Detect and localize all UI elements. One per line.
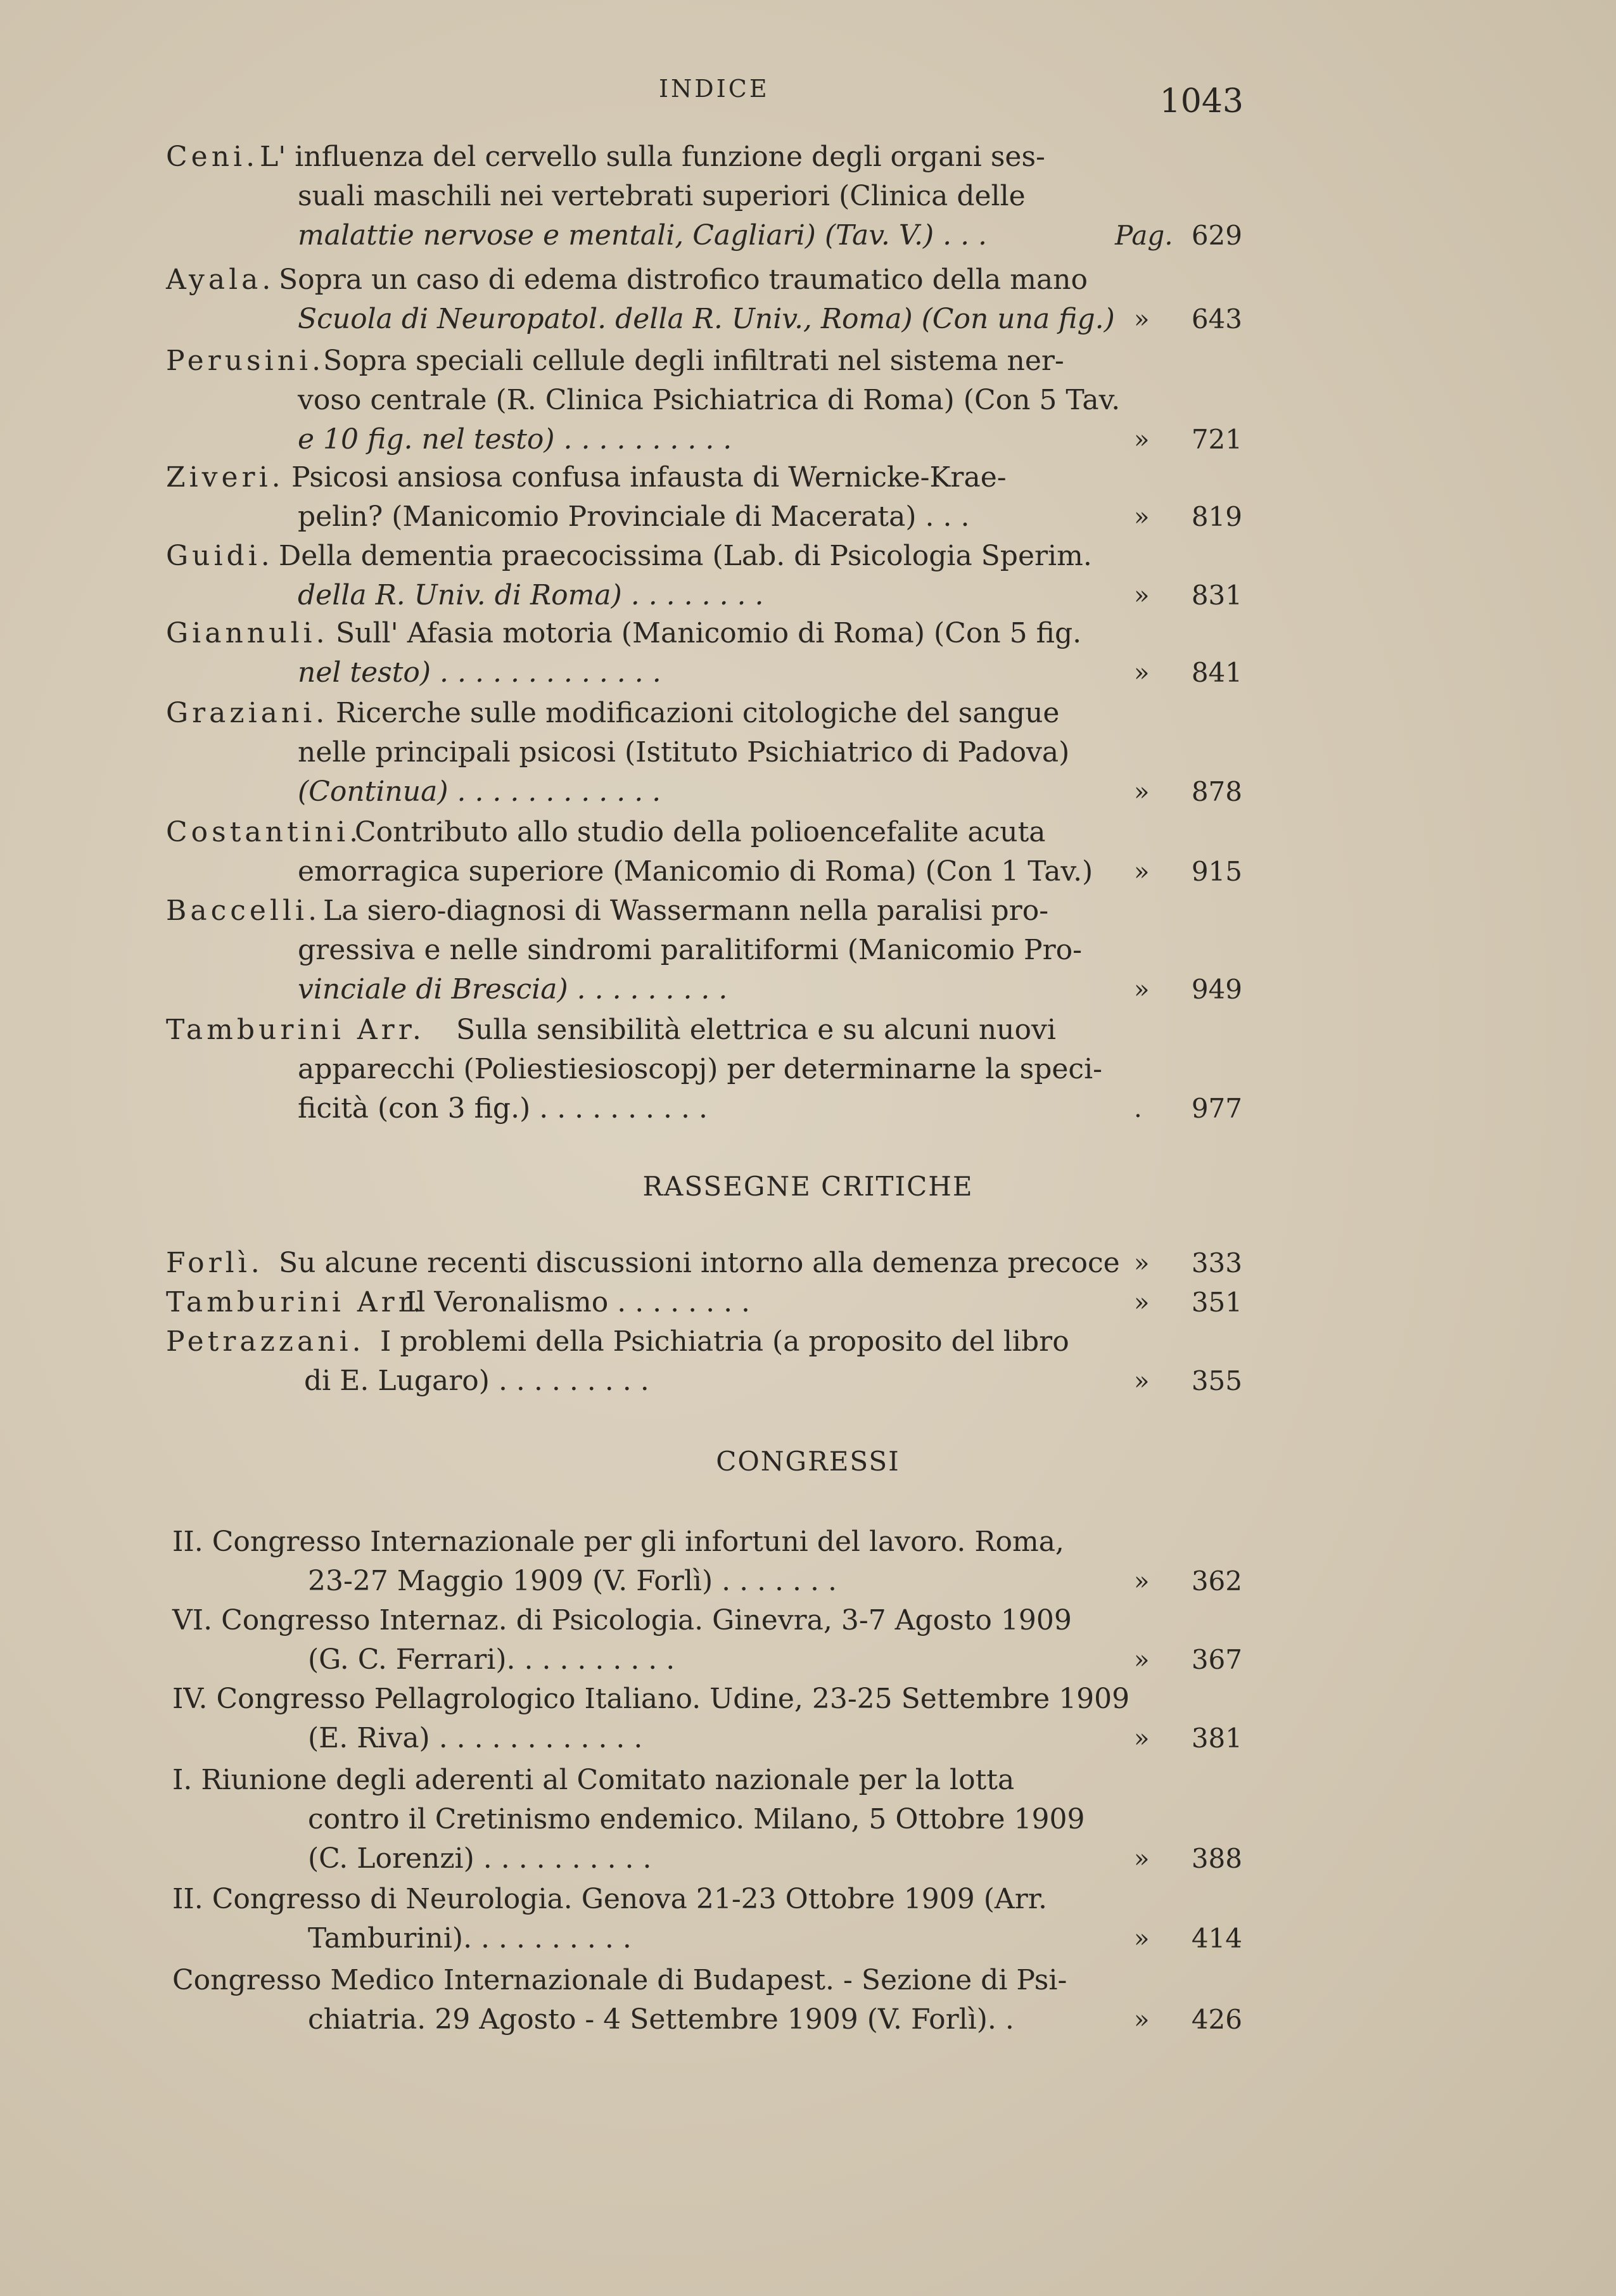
entry-line: Il Veronalismo . . . . . . . . <box>405 1286 751 1318</box>
entry-line: IV. Congresso Pellagrologico Italiano. Udine, 23-25 Settembre 1909 <box>172 1683 1130 1715</box>
entry-line-row <box>0 217 1616 255</box>
entry-line: contro il Cretinismo endemico. Milano, 5 Ottobre 1909 <box>308 1803 1085 1835</box>
page-number: 1043 <box>1159 82 1244 120</box>
congress-entry <box>0 1761 1616 1799</box>
entry-line: nel testo) . . . . . . . . . . . . . <box>298 656 661 689</box>
entry-line: I problemi della Psichiatria (a proposito del libro <box>380 1325 1069 1358</box>
entry-line: voso centrale (R. Clinica Psichiatrica di Roma) (Con 5 Tav. <box>298 384 1121 416</box>
entry-line: ficità (con 3 fig.) . . . . . . . . . . <box>298 1092 708 1125</box>
entry-tamburini <box>0 1011 1616 1049</box>
entry-line-row <box>0 381 1616 419</box>
ditto-mark: » <box>1134 502 1150 532</box>
entry-guidi <box>0 537 1616 575</box>
entry-perusini <box>0 342 1616 380</box>
entry-line: (C. Lorenzi) . . . . . . . . . . <box>308 1842 652 1875</box>
entry-line: della R. Univ. di Roma) . . . . . . . . <box>298 579 764 611</box>
entry-author: Guidi. <box>166 540 274 572</box>
entry-line-row <box>0 300 1616 338</box>
entry-line: II. Congresso Internazionale per gli infortuni del lavoro. Roma, <box>172 1526 1064 1558</box>
entry-author: Costantini. <box>166 816 362 848</box>
entry-author: Tamburini Arr. <box>166 1286 425 1318</box>
entry-line-row <box>0 773 1616 811</box>
entry-line: gressiva e nelle sindromi paralitiformi (Manicomio Pro- <box>298 934 1082 966</box>
entry-line: Sulla sensibilità elettrica e su alcuni nuovi <box>456 1014 1056 1046</box>
entry-line-row <box>0 1090 1616 1128</box>
entry-line-row <box>0 931 1616 969</box>
entry-ziveri <box>0 459 1616 497</box>
entry-baccelli <box>0 892 1616 930</box>
entry-line: Sopra speciali cellule degli infiltrati nel sistema ner- <box>323 345 1064 377</box>
entry-line: Contributo allo studio della polioencefalite acuta <box>355 816 1046 848</box>
entry-author: Forlì. <box>166 1247 264 1279</box>
entry-line-row <box>0 577 1616 615</box>
entry-author: Baccelli. <box>166 895 321 927</box>
ditto-mark: » <box>1134 1288 1150 1317</box>
entry-line: Sull' Afasia motoria (Manicomio di Roma) (Con 5 fig. <box>336 617 1082 649</box>
entry-giannuli <box>0 615 1616 653</box>
page-ref: 643 <box>1191 303 1242 335</box>
ditto-mark: » <box>1134 658 1150 687</box>
ditto-mark: » <box>1134 1724 1150 1753</box>
entry-line: 23-27 Maggio 1909 (V. Forlì) . . . . . . . <box>308 1565 837 1597</box>
entry-line: Tamburini). . . . . . . . . . <box>308 1922 632 1955</box>
ditto-mark: » <box>1134 975 1150 1004</box>
entry-line: Congresso Medico Internazionale di Budapest. - Sezione di Psi- <box>172 1964 1067 1996</box>
congress-entry <box>0 1680 1616 1718</box>
section-title-congressi: CONGRESSI <box>716 1446 900 1477</box>
page-ref: 841 <box>1191 657 1242 688</box>
entry-line: Psicosi ansiosa confusa infausta di Wernicke-Krae- <box>291 461 1007 494</box>
entry-line-row <box>0 1719 1616 1757</box>
entry-line-row <box>0 177 1616 215</box>
page-ref: 414 <box>1191 1923 1242 1954</box>
entry-author: Perusini. <box>166 345 325 377</box>
ditto-mark: » <box>1134 857 1150 886</box>
page-ref: 949 <box>1191 974 1242 1005</box>
entry-line-row <box>0 654 1616 692</box>
ditto-mark: » <box>1134 1924 1150 1953</box>
entry-forli <box>0 1244 1616 1282</box>
ditto-mark: » <box>1134 1844 1150 1873</box>
entry-ayala <box>0 261 1616 299</box>
entry-line: (G. C. Ferrari). . . . . . . . . . <box>308 1643 675 1676</box>
entry-line: apparecchi (Poliestiesioscopj) per determinarne la speci- <box>298 1053 1103 1085</box>
entry-line-row <box>0 1641 1616 1679</box>
entry-line-row <box>0 1562 1616 1600</box>
entry-ceni <box>0 138 1616 176</box>
ditto-mark: » <box>1134 1567 1150 1596</box>
ditto-mark: » <box>1134 581 1150 610</box>
entry-line: L' influenza del cervello sulla funzione degli organi ses- <box>260 141 1045 173</box>
entry-line: emorragica superiore (Manicomio di Roma) (Con 1 Tav.) <box>298 855 1093 888</box>
page-ref: 629 <box>1191 220 1242 251</box>
page-ref: 351 <box>1191 1287 1242 1318</box>
congress-entry <box>0 1961 1616 1999</box>
entry-author: Tamburini Arr. <box>166 1014 425 1046</box>
page-ref: 367 <box>1191 1644 1242 1675</box>
entry-line-row <box>0 1362 1616 1400</box>
ditto-mark: » <box>1134 1249 1150 1278</box>
entry-author: Graziani. <box>166 697 329 729</box>
page-ref: 362 <box>1191 1566 1242 1597</box>
congress-entry <box>0 1880 1616 1918</box>
entry-line: Ricerche sulle modificazioni citologiche del sangue <box>336 697 1060 729</box>
ditto-mark: » <box>1134 425 1150 454</box>
entry-line-row <box>0 498 1616 536</box>
entry-line-row <box>0 1920 1616 1958</box>
entry-line: (E. Riva) . . . . . . . . . . . . <box>308 1722 643 1754</box>
entry-line: nelle principali psicosi (Istituto Psichiatrico di Padova) <box>298 736 1070 769</box>
entry-line: VI. Congresso Internaz. di Psicologia. Ginevra, 3-7 Agosto 1909 <box>172 1604 1072 1636</box>
page-ref: 721 <box>1191 424 1242 455</box>
entry-line-row <box>0 1050 1616 1088</box>
entry-line: I. Riunione degli aderenti al Comitato nazionale per la lotta <box>172 1764 1015 1796</box>
entry-author: Ceni. <box>166 141 259 173</box>
entry-line: (Continua) . . . . . . . . . . . . <box>298 775 661 808</box>
page-ref: 388 <box>1191 1843 1242 1874</box>
page-ref: 355 <box>1191 1365 1242 1396</box>
page-ref: 977 <box>1191 1093 1242 1124</box>
page-ref: 333 <box>1191 1247 1242 1279</box>
entry-line: II. Congresso di Neurologia. Genova 21-23 Ottobre 1909 (Arr. <box>172 1883 1047 1915</box>
entry-line: chiatria. 29 Agosto - 4 Settembre 1909 (V. Forlì). . <box>308 2003 1014 2036</box>
ditto-mark: » <box>1134 1645 1150 1674</box>
ditto-mark: » <box>1134 1367 1150 1396</box>
entry-line: Sopra un caso di edema distrofico traumatico della mano <box>279 264 1088 296</box>
ditto-mark: » <box>1134 305 1150 334</box>
page-ref: 819 <box>1191 501 1242 532</box>
congress-entry <box>0 1523 1616 1561</box>
ditto-mark: » <box>1134 2005 1150 2034</box>
entry-line: pelin? (Manicomio Provinciale di Macerata) . . . <box>298 501 970 533</box>
entry-line: e 10 fig. nel testo) . . . . . . . . . . <box>298 423 732 456</box>
entry-author: Ziveri. <box>166 461 284 494</box>
entry-line-row <box>0 1801 1616 1839</box>
entry-author: Giannuli. <box>166 617 329 649</box>
entry-line-row <box>0 421 1616 459</box>
entry-costantini <box>0 813 1616 851</box>
entry-author: Ayala. <box>166 264 275 296</box>
ditto-mark: » <box>1134 777 1150 807</box>
entry-line: di E. Lugaro) . . . . . . . . . <box>304 1365 649 1397</box>
entry-line-row <box>0 1840 1616 1878</box>
entry-graziani <box>0 694 1616 732</box>
entry-line: Scuola di Neuropatol. della R. Univ., Roma) (Con una fig.) <box>298 303 1115 335</box>
entry-veronalismo <box>0 1284 1616 1322</box>
entry-line: La siero-diagnosi di Wassermann nella paralisi pro- <box>323 895 1049 927</box>
entry-line: suali maschili nei vertebrati superiori (Clinica delle <box>298 180 1026 212</box>
entry-line: Su alcune recenti discussioni intorno alla demenza precoce <box>279 1247 1120 1279</box>
entry-line: vinciale di Brescia) . . . . . . . . . <box>298 973 728 1005</box>
entry-line-row <box>0 734 1616 772</box>
entry-line: malattie nervose e mentali, Cagliari) (Tav. V.) . . . <box>298 219 988 252</box>
entry-line-row <box>0 971 1616 1009</box>
page-ref: 915 <box>1191 856 1242 887</box>
page-ref: 426 <box>1191 2004 1242 2035</box>
running-header: INDICE <box>659 75 770 103</box>
entry-line-row <box>0 2001 1616 2039</box>
ditto-mark: . <box>1134 1094 1142 1123</box>
entry-petrazzani <box>0 1323 1616 1361</box>
pag-label: Pag. <box>1115 220 1173 251</box>
section-title-rassegne: RASSEGNE CRITICHE <box>642 1171 974 1202</box>
entry-line: Della dementia praecocissima (Lab. di Psicologia Sperim. <box>279 540 1092 572</box>
page-ref: 831 <box>1191 580 1242 611</box>
entry-author: Petrazzani. <box>166 1325 365 1358</box>
congress-entry <box>0 1602 1616 1640</box>
page-ref: 381 <box>1191 1723 1242 1754</box>
entry-line-row <box>0 853 1616 891</box>
page-ref: 878 <box>1191 776 1242 807</box>
